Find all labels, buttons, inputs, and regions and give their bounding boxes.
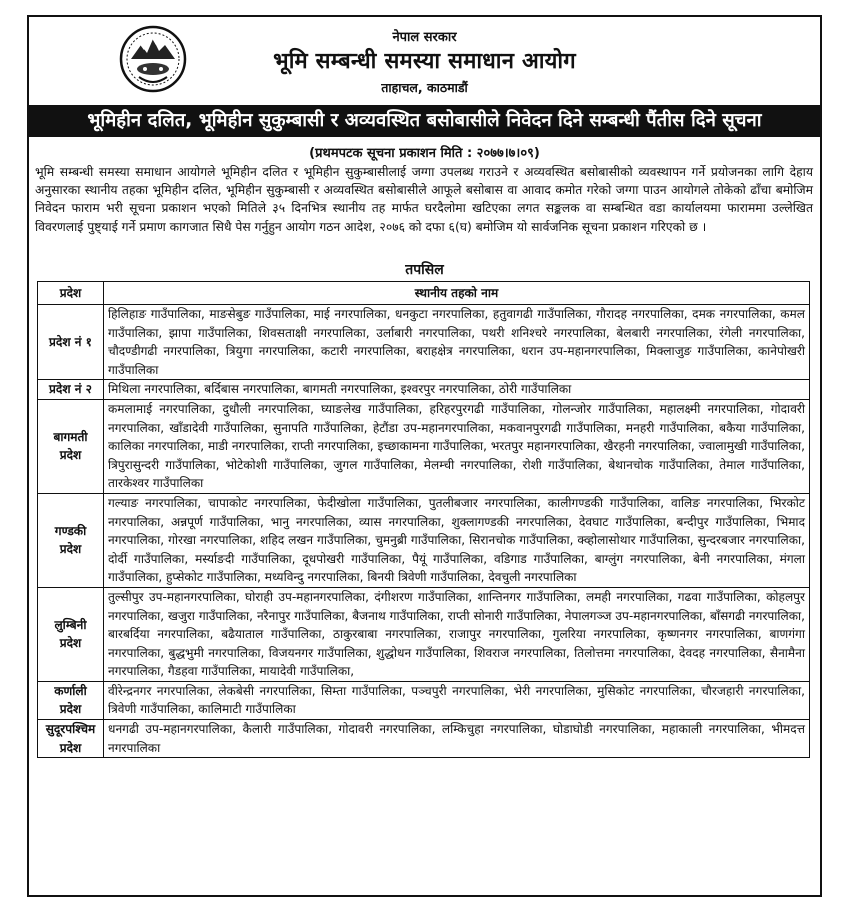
table-row xyxy=(38,305,810,380)
table-row xyxy=(38,587,810,681)
schedule-heading: तपसिल xyxy=(405,262,444,278)
table-row xyxy=(38,399,810,493)
local-levels-list: मिथिला नगरपालिका, बर्दिबास नगरपालिका, बागमती नगरपालिका, इश्वरपुर नगरपालिका, ठोरी गाउँपालिका xyxy=(104,380,810,400)
local-levels-list: कमलामाई नगरपालिका, दुधौली नगरपालिका, घ्याङलेख गाउँपालिका, हरिहरपुरगढी गाउँपालिका, गोलन्जोर गाउँपालिका, महालक्ष्मी नगरपालिका, गोदावरी नगरपालिका, खाँडादेवी गाउँपालिका, सुनापति गाउँपालिका, हेटौंडा उप-महानगरपालिका, मकवानपुरगढी गाउँपालिका, मनहरी गाउँपालिका, बकैया गाउँपालिका, कालिका नगरपालिका, माडी नगरपालिका, राप्ती नगरपालिका, इच्छाकामना गाउँपालिका, भरतपुर महानगरपालिका, खैरहनी नगरपालिका, ज्वालामुखी गाउँपालिका, त्रिपुरासुन्दरी गाउँपालिका, भोटेकोशी गाउँपालिका, जुगल गाउँपालिका, मेलम्ची नगरपालिका, रोशी गाउँपालिका, बेथानचोक गाउँपालिका, तेमाल गाउँपालिका, तारकेश्वर गाउँपालिका xyxy=(104,399,810,493)
province-name: गण्डकी प्रदेश xyxy=(38,493,104,587)
table-row xyxy=(38,720,810,758)
commission-name: भूमि सम्बन्धी समस्या समाधान आयोग xyxy=(273,49,576,74)
local-levels-list: वीरेन्द्रनगर नगरपालिका, लेकबेसी नगरपालिका, सिम्ता गाउँपालिका, पञ्चपुरी नगरपालिका, भेरी नगरपालिका, मुसिकोट नगरपालिका, चौरजहारी नगरपालिका, त्रिवेणी गाउँपालिका, कालिमाटी गाउँपालिका xyxy=(104,681,810,719)
table-header-row xyxy=(38,282,810,305)
local-levels-list: धनगढी उप-महानगरपालिका, कैलारी गाउँपालिका, गोदावरी नगरपालिका, लम्किचुहा नगरपालिका, घोडाघोडी नगरपालिका, महाकाली नगरपालिका, भीमदत्त नगरपालिका xyxy=(104,720,810,758)
local-level-column-header: स्थानीय तहको नाम xyxy=(104,282,810,305)
notice-body: भूमि सम्बन्धी समस्या समाधान आयोगले भूमिहीन दलित र भूमिहीन सुकुम्बासीलाई जग्गा उपलब्ध गराउने र अव्यवस्थित बसोबासीको व्यवस्थापन गर्ने प्रयोजनका लागि देहाय अनुसारका स्थानीय तहका भूमिहीन दलित, भूमिहीन सुकुम्बासी र अव्यवस्थित बसोबासीले आफूले बसोबास वा आवाद कमोत गरेको जग्गा पाउन आयोगले तोकेको ढाँचा बमोजिम निवेदन फाराम भरी सूचना प्रकाशन भएको मितिले ३५ दिनभित्र स्थानीय तह मार्फत घरदैलोमा खटिएका लगत सङ्कलक वा सम्बन्धित वडा कार्यालयमा फाराममा उल्लेखित विवरणलाई पुष्ट्याई गर्ने प्रमाण कागजात सिधै पेस गर्नुहुन आयोग गठन आदेश, २०७६ को दफा ६(घ) बमोजिम यो सार्वजनिक सूचना प्रकाशन गरिएको छ । xyxy=(35,165,813,234)
publication-date: (प्रथमपटक सूचना प्रकाशन मिति : २०७७।७।०९) xyxy=(309,146,540,161)
province-column-header: प्रदेश xyxy=(38,282,104,305)
table-row xyxy=(38,380,810,400)
local-levels-list: हिलिहाङ गाउँपालिका, माङसेबुङ गाउँपालिका, माई नगरपालिका, धनकुटा नगरपालिका, हतुवागढी गाउँपालिका, गौरादह नगरपालिका, दमक नगरपालिका, कमल गाउँपालिका, झापा गाउँपालिका, शिवसताक्षी नगरपालिका, उर्लाबारी नगरपालिका, पथरी शनिश्चरे नगरपालिका, बेलबारी नगरपालिका, रंगेली नगरपालिका, चौदण्डीगढी नगरपालिका, त्रियुगा नगरपालिका, कटारी नगरपालिका, बराहक्षेत्र नगरपालिका, धरान उप-महानगरपालिका, मिक्लाजुङ गाउँपालिका, कानेपोखरी गाउँपालिका xyxy=(104,305,810,380)
table-row xyxy=(38,681,810,719)
province-name: कर्णाली प्रदेश xyxy=(38,681,104,719)
province-name: प्रदेश नं २ xyxy=(38,380,104,400)
local-levels-table xyxy=(37,281,810,758)
table-row xyxy=(38,493,810,587)
local-levels-list: तुल्सीपुर उप-महानगरपालिका, घोराही उप-महानगरपालिका, दंगीशरण गाउँपालिका, शान्तिनगर गाउँपालिका, लमही नगरपालिका, गढवा गाउँपालिका, कोहलपुर नगरपालिका, खजुरा गाउँपालिका, नरैनापुर गाउँपालिका, बैजनाथ गाउँपालिका, राप्ती सोनारी गाउँपालिका, नेपालगञ्ज उप-महानगरपालिका, बाँसगढी नगरपालिका, बारबर्दिया नगरपालिका, बढैयाताल गाउँपालिका, ठाकुरबाबा नगरपालिका, राजापुर नगरपालिका, गुलरिया नगरपालिका, कृष्णनगर नगरपालिका, बाणगंगा नगरपालिका, बुद्धभुमी नगरपालिका, विजयनगर गाउँपालिका, शुद्धोधन गाउँपालिका, शिवराज नगरपालिका, तिलोत्तमा नगरपालिका, देवदह नगरपालिका, सैनामैना नगरपालिका, गैडहवा गाउँपालिका, मायादेवी गाउँपालिका, xyxy=(104,587,810,681)
commission-location: ताहाचल, काठमाडौं xyxy=(381,80,468,95)
notice-title: भूमिहीन दलित, भूमिहीन सुकुम्बासी र अव्यवस्थित बसोबासीले निवेदन दिने सम्बन्धी पैंतीस दिने सूचना xyxy=(29,105,820,137)
notice-frame xyxy=(27,15,822,897)
province-name: सुदूरपश्चिम प्रदेश xyxy=(38,720,104,758)
government-label: नेपाल सरकार xyxy=(392,30,457,45)
local-levels-list: गल्याङ नगरपालिका, चापाकोट नगरपालिका, फेदीखोला गाउँपालिका, पुतलीबजार नगरपालिका, कालीगण्डकी गाउँपालिका, वालिङ नगरपालिका, भिरकोट नगरपालिका, अन्नपूर्ण गाउँपालिका, भानु नगरपालिका, व्यास नगरपालिका, शुक्लागण्डकी नगरपालिका, देवघाट गाउँपालिका, बन्दीपुर गाउँपालिका, भिमाद नगरपालिका, गोरखा नगरपालिका, शहिद लखन गाउँपालिका, चुमनुब्री गाउँपालिका, सिरानचोक गाउँपालिका, क्व्होलासोथार गाउँपालिका, सुन्दरबजार नगरपालिका, दोर्दी गाउँपालिका, मर्स्याङदी गाउँपालिका, दूधपोखरी गाउँपालिका, पैयूं गाउँपालिका, वडिगाड गाउँपालिका, बाग्लुंग नगरपालिका, बेनी नगरपालिका, मंगला गाउँपालिका, हुप्सेकोट गाउँपालिका, मध्यविन्दु नगरपालिका, बिनयी त्रिवेणी गाउँपालिका, देवचुली नगरपालिका xyxy=(104,493,810,587)
province-name: बागमती प्रदेश xyxy=(38,399,104,493)
province-name: लुम्बिनी प्रदेश xyxy=(38,587,104,681)
province-name: प्रदेश नं १ xyxy=(38,305,104,380)
